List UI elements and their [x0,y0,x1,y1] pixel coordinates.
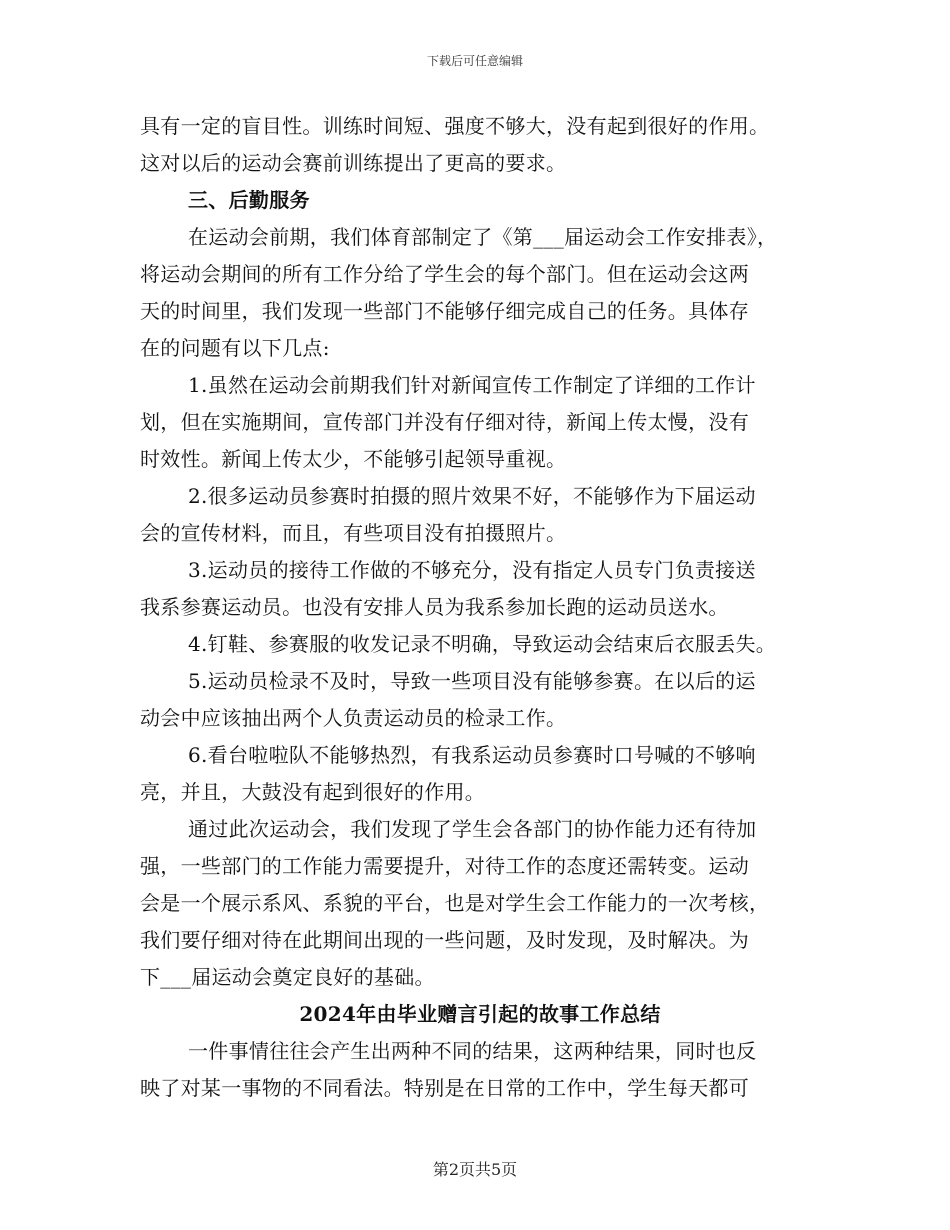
list-item-line: 2.很多运动员参赛时拍摄的照片效果不好，不能够作为下届运动 [188,484,756,508]
body-line: 在的问题有以下几点: [140,336,330,360]
list-item-line: 3.运动员的接待工作做的不够充分，没有指定人员专门负责接送 [188,558,756,582]
body-line: 这对以后的运动会赛前训练提出了更高的要求。 [140,151,567,175]
body-line: 下___届运动会奠定良好的基础。 [140,965,435,989]
body-line: 亮，并且，大鼓没有起到很好的作用。 [140,780,486,804]
body-line: 我系参赛运动员。也没有安排人员为我系参加长跑的运动员送水。 [140,595,729,619]
body-line: 将运动会期间的所有工作分给了学生会的每个部门。但在运动会这两 [140,262,749,286]
body-line: 会的宣传材料，而且，有些项目没有拍摄照片。 [140,521,567,545]
list-item-line: 4.钉鞋、参赛服的收发记录不明确，导致运动会结束后衣服丢失。 [188,632,777,656]
body-line: 一件事情往往会产生出两种不同的结果，这两种结果，同时也反 [188,1039,757,1063]
body-line: 会是一个展示系风、系貌的平台，也是对学生会工作能力的一次考核， [140,891,770,915]
body-line: 具有一定的盲目性。训练时间短、强度不够大，没有起到很好的作用。 [140,114,770,138]
list-item-line: 5.运动员检录不及时，导致一些项目没有能够参赛。在以后的运 [188,669,756,693]
page-header-note: 下载后可任意编辑 [426,54,523,68]
body-line: 时效性。新闻上传太少，不能够引起领导重视。 [140,447,567,471]
body-line: 我们要仔细对待在此期间出现的一些问题，及时发现，及时解决。为 [140,928,749,952]
body-line: 强，一些部门的工作能力需要提升，对待工作的态度还需转变。运动 [140,854,749,878]
document-body [140,108,820,1107]
body-line: 通过此次运动会，我们发现了学生会各部门的协作能力还有待加 [188,817,757,841]
page-footer: 第2页共5页 [432,1160,518,1179]
body-line: 在运动会前期，我们体育部制定了《第___届运动会工作安排表》， [188,225,778,249]
list-item-line: 6.看台啦啦队不能够热烈，有我系运动员参赛时口号喊的不够响 [188,743,756,767]
list-item-line: 1.虽然在运动会前期我们针对新闻宣传工作制定了详细的工作计 [188,373,756,397]
body-line: 映了对某一事物的不同看法。特别是在日常的工作中，学生每天都可 [140,1076,749,1100]
document-title: 2024年由毕业赠言引起的故事工作总结 [299,1002,661,1026]
section-heading: 三、后勤服务 [188,188,310,212]
body-line: 动会中应该抽出两个人负责运动员的检录工作。 [140,706,567,730]
body-line: 划，但在实施期间，宣传部门并没有仔细对待，新闻上传太慢，没有 [140,410,749,434]
body-line: 天的时间里，我们发现一些部门不能够仔细完成自己的任务。具体存 [140,299,749,323]
